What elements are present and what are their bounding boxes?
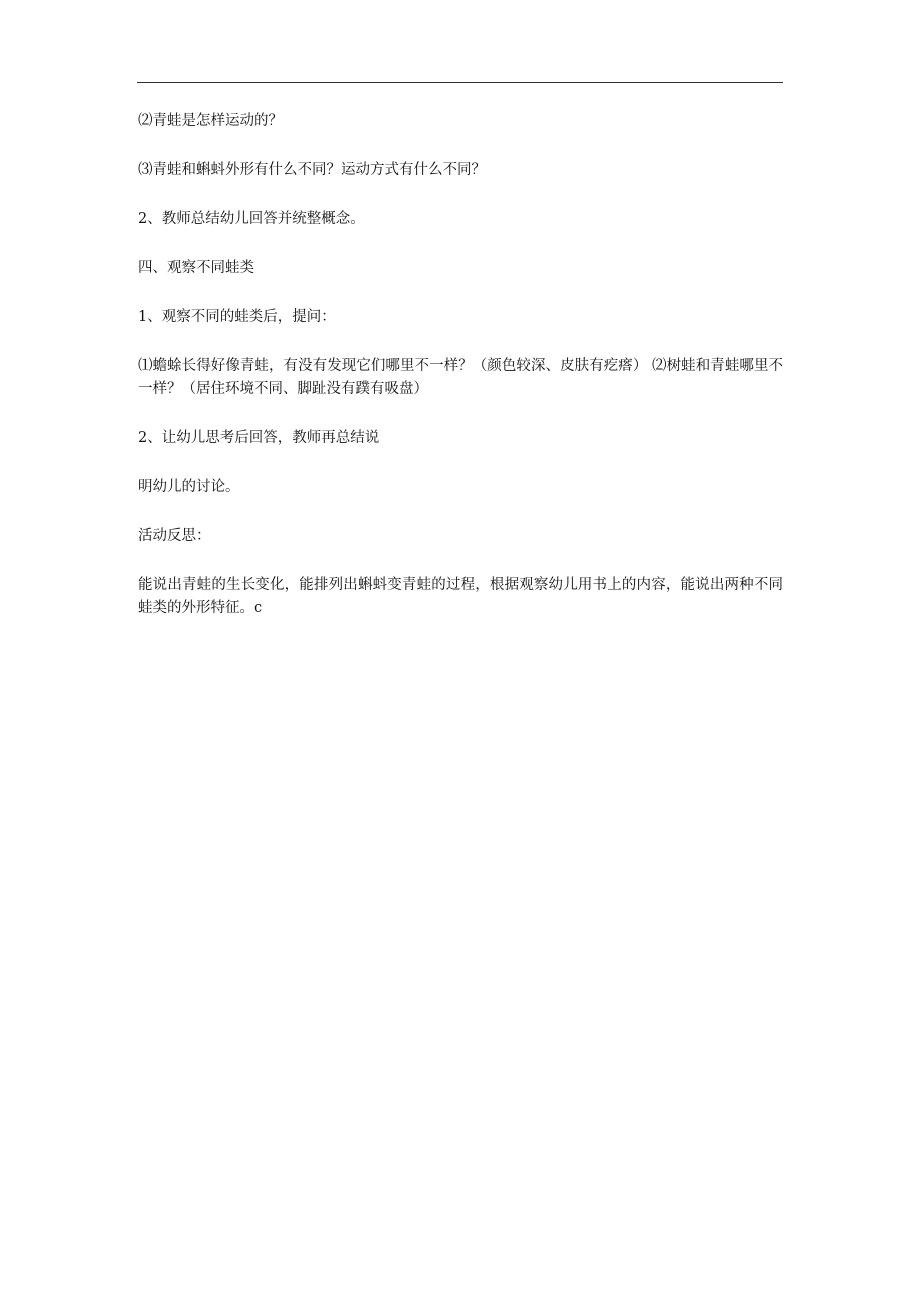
paragraph-teacher-summary: 2、教师总结幼儿回答并统整概念。 — [138, 211, 365, 227]
paragraph-reflection: 能说出青蛙的生长变化，能排列出蝌蚪变青蛙的过程，根据观察幼儿用书上的内容，能说出两种不同蛙类的外形特征。c — [138, 577, 783, 616]
paragraph-think-answer: 2、让幼儿思考后回答，教师再总结说 — [138, 430, 380, 446]
paragraph-discussion: 明幼儿的讨论。 — [138, 479, 240, 495]
section-heading-observe-frogs: 四、观察不同蛙类 — [138, 260, 254, 276]
header-rule — [137, 82, 783, 83]
paragraph-question-2: ⑵青蛙是怎样运动的？ — [138, 113, 283, 129]
paragraph-question-3: ⑶青蛙和蝌蚪外形有什么不同？运动方式有什么不同？ — [138, 162, 486, 178]
document-body — [138, 110, 783, 646]
paragraph-observe-question: 1、观察不同的蛙类后，提问： — [138, 309, 336, 325]
paragraph-toad-treefrog: ⑴蟾蜍长得好像青蛙，有没有发现它们哪里不一样？（颜色较深、皮肤有疙瘩） ⑵树蛙和青蛙哪里不一样？（居住环境不同、脚趾没有蹼有吸盘） — [138, 358, 783, 397]
heading-reflection: 活动反思： — [138, 528, 211, 544]
